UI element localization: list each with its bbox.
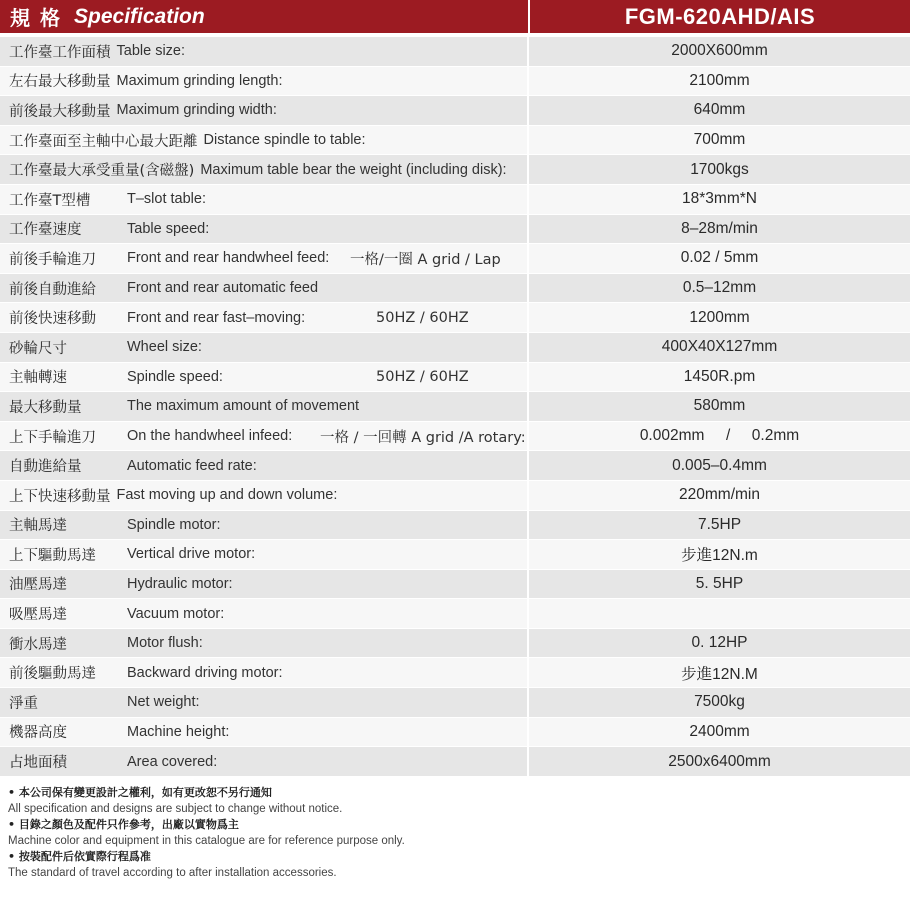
spec-label-cell xyxy=(0,540,527,569)
spec-value: 7.5HP xyxy=(529,511,910,540)
spec-label-cn: 工作臺面至主軸中心最大距離 xyxy=(9,133,198,150)
spec-label-cn: 吸壓馬達 xyxy=(9,607,67,624)
spec-value: 2400mm xyxy=(529,718,910,747)
spec-row xyxy=(0,658,910,688)
spec-value: 2000X600mm xyxy=(529,37,910,66)
model-name: FGM-620AHD/AIS xyxy=(624,3,816,29)
spec-label-en: Maximum table bear the weight (including disk): xyxy=(200,161,507,178)
spec-title-en: Specification xyxy=(74,4,205,28)
spec-value: 2100mm xyxy=(529,67,910,96)
spec-row xyxy=(0,333,910,363)
spec-row xyxy=(0,244,910,274)
spec-label-extra: 一格/一圈 A grid / Lap xyxy=(350,251,501,268)
spec-label-cn: 工作臺最大承受重量(含磁盤) xyxy=(9,163,195,180)
spec-label-en: Front and rear fast–moving: xyxy=(127,309,306,326)
spec-value: 640mm xyxy=(529,96,910,125)
spec-label-cell xyxy=(0,629,527,658)
spec-label-en: Machine height: xyxy=(127,723,230,740)
spec-label-en: Net weight: xyxy=(127,694,200,711)
spec-label-en: Distance spindle to table: xyxy=(203,132,366,149)
spec-label-cell xyxy=(0,185,527,214)
spec-title xyxy=(0,0,528,33)
spec-value: 0. 12HP xyxy=(529,629,910,658)
spec-label-cn: 砂輪尺寸 xyxy=(9,340,67,357)
spec-label-cn: 工作臺T型槽 xyxy=(9,192,91,209)
spec-label-en: Maximum grinding length: xyxy=(116,72,283,89)
spec-label-en: Backward driving motor: xyxy=(127,664,283,681)
spec-label-cn: 主軸轉速 xyxy=(9,370,67,387)
spec-row xyxy=(0,274,910,304)
spec-value: 0.02 / 5mm xyxy=(529,244,910,273)
spec-label-en: Front and rear handwheel feed: xyxy=(127,250,330,267)
spec-label-cn: 衝水馬達 xyxy=(9,636,67,653)
spec-row xyxy=(0,511,910,541)
spec-label-cell xyxy=(0,688,527,717)
spec-label-cell xyxy=(0,422,527,451)
spec-row xyxy=(0,599,910,629)
spec-label-en: Wheel size: xyxy=(127,339,202,356)
spec-label-cn: 上下驅動馬達 xyxy=(9,547,96,564)
spec-row xyxy=(0,215,910,245)
spec-label-cell xyxy=(0,451,527,480)
spec-value: 5. 5HP xyxy=(529,570,910,599)
note-cn: • 按裝配件后依實際行程爲准 xyxy=(8,850,151,863)
spec-label-cell xyxy=(0,126,527,155)
spec-label-cell xyxy=(0,303,527,332)
spec-label-cn: 前後最大移動量 xyxy=(9,103,111,120)
spec-row xyxy=(0,392,910,422)
spec-value: 18*3mm*N xyxy=(529,185,910,214)
spec-row xyxy=(0,422,910,452)
spec-value: 1200mm xyxy=(529,303,910,332)
spec-label-cn: 前後自動進給 xyxy=(9,281,96,298)
note-en: All specification and designs are subject to change without notice. xyxy=(8,803,343,815)
spec-label-cell xyxy=(0,67,527,96)
spec-label-cn: 占地面積 xyxy=(9,755,67,772)
spec-label-cell xyxy=(0,155,527,184)
spec-label-cn: 油壓馬達 xyxy=(9,577,67,594)
spec-label-cell xyxy=(0,274,527,303)
spec-label-cn: 機器高度 xyxy=(9,725,67,742)
spec-row xyxy=(0,629,910,659)
spec-label-en: T–slot table: xyxy=(127,191,206,208)
spec-value: 1450R.pm xyxy=(529,363,910,392)
spec-value: 400X40X127mm xyxy=(529,333,910,362)
spec-label-en: Fast moving up and down volume: xyxy=(116,487,338,504)
spec-label-cell xyxy=(0,747,527,776)
spec-label-cn: 前後手輪進刀 xyxy=(9,251,96,268)
spec-row xyxy=(0,718,910,748)
spec-label-cell xyxy=(0,96,527,125)
spec-label-en: Vacuum motor: xyxy=(127,605,225,622)
spec-label-cell xyxy=(0,333,527,362)
spec-label-en: Automatic feed rate: xyxy=(127,457,257,474)
note-en: Machine color and equipment in this catalogue are for reference purpose only. xyxy=(8,835,405,847)
spec-label-en: The maximum amount of movement xyxy=(127,398,360,415)
spec-label-en: Spindle motor: xyxy=(127,516,221,533)
spec-label-cn: 前後快速移動 xyxy=(9,311,96,328)
footnotes xyxy=(8,785,898,881)
spec-row xyxy=(0,747,910,777)
spec-value: 700mm xyxy=(529,126,910,155)
spec-label-cn: 工作臺工作面積 xyxy=(9,44,111,61)
spec-label-en: Area covered: xyxy=(127,753,218,770)
spec-label-en: Table size: xyxy=(116,43,186,60)
spec-row xyxy=(0,540,910,570)
spec-row xyxy=(0,481,910,511)
spec-row xyxy=(0,303,910,333)
spec-label-cell xyxy=(0,392,527,421)
spec-label-cn: 左右最大移動量 xyxy=(9,74,111,91)
spec-label-cell xyxy=(0,215,527,244)
spec-row xyxy=(0,37,910,67)
spec-label-en: Maximum grinding width: xyxy=(116,102,277,119)
spec-label-cn: 主軸馬達 xyxy=(9,518,67,535)
spec-value xyxy=(529,599,910,628)
spec-value: 步進12N.M xyxy=(529,658,910,687)
note-en: The standard of travel according to after installation accessories. xyxy=(8,867,337,879)
spec-value: 1700kgs xyxy=(529,155,910,184)
spec-label-cell xyxy=(0,244,527,273)
spec-value: 0.5–12mm xyxy=(529,274,910,303)
spec-row xyxy=(0,451,910,481)
spec-label-cn: 上下手輪進刀 xyxy=(9,429,96,446)
spec-label-cell xyxy=(0,37,527,66)
spec-label-cell xyxy=(0,511,527,540)
spec-value: 7500kg xyxy=(529,688,910,717)
spec-label-extra: 50HZ / 60HZ xyxy=(376,309,469,326)
spec-label-cn: 上下快速移動量 xyxy=(9,488,111,505)
spec-value: 8–28m/min xyxy=(529,215,910,244)
spec-label-cell xyxy=(0,481,527,510)
spec-value: 0.005–0.4mm xyxy=(529,451,910,480)
spec-row xyxy=(0,155,910,185)
spec-row xyxy=(0,185,910,215)
spec-value: 580mm xyxy=(529,392,910,421)
spec-row xyxy=(0,688,910,718)
spec-label-cn: 工作臺速度 xyxy=(9,222,82,239)
spec-label-cn: 自動進給量 xyxy=(9,459,82,476)
note-cn: • 本公司保有變更設計之權利，如有更改恕不另行通知 xyxy=(8,786,272,799)
spec-label-en: Front and rear automatic feed xyxy=(127,280,319,297)
spec-label-cn: 最大移動量 xyxy=(9,399,82,416)
spec-header xyxy=(0,0,910,33)
spec-row xyxy=(0,96,910,126)
spec-label-en: Spindle speed: xyxy=(127,368,223,385)
spec-label-cn: 前後驅動馬達 xyxy=(9,666,96,683)
spec-label-cell xyxy=(0,363,527,392)
spec-label-cell xyxy=(0,718,527,747)
spec-label-cn: 淨重 xyxy=(9,695,38,712)
spec-row xyxy=(0,67,910,97)
spec-label-cell xyxy=(0,658,527,687)
spec-label-cell xyxy=(0,570,527,599)
spec-label-en: Hydraulic motor: xyxy=(127,575,233,592)
spec-label-en: Motor flush: xyxy=(127,635,203,652)
spec-row xyxy=(0,363,910,393)
spec-value: 步進12N.m xyxy=(529,540,910,569)
spec-table xyxy=(0,37,910,777)
spec-label-en: Table speed: xyxy=(127,220,210,237)
spec-label-extra: 一格 / 一回轉 A grid /A rotary: xyxy=(320,429,526,446)
spec-row xyxy=(0,570,910,600)
spec-label-cell xyxy=(0,599,527,628)
note-cn: • 目錄之顏色及配件只作參考，出廠以實物爲主 xyxy=(8,818,239,831)
spec-value: 2500x6400mm xyxy=(529,747,910,776)
spec-value: 220mm/min xyxy=(529,481,910,510)
spec-label-en: Vertical drive motor: xyxy=(127,546,256,563)
spec-label-en: On the handwheel infeed: xyxy=(127,428,293,445)
spec-title-cn: 規格 xyxy=(10,6,70,30)
spec-label-extra: 50HZ / 60HZ xyxy=(376,368,469,385)
spec-row xyxy=(0,126,910,156)
spec-value: 0.002mm / 0.2mm xyxy=(529,422,910,451)
